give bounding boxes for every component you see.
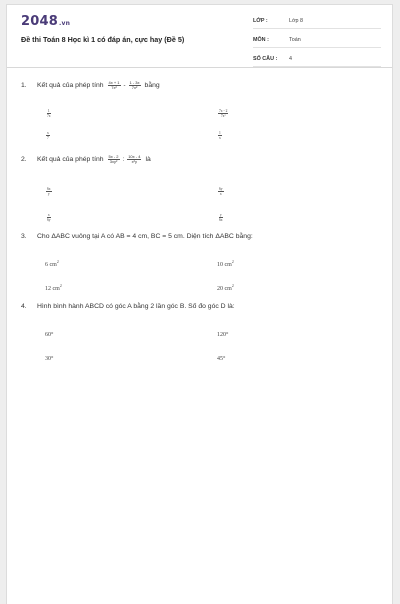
question-3: [21, 233, 381, 302]
denominator: y: [47, 191, 50, 196]
question-text: [21, 233, 381, 240]
operator: :: [122, 156, 125, 163]
question-text: [21, 81, 381, 91]
answer-option-b[interactable]: [217, 109, 229, 118]
superscript: 2: [59, 284, 62, 288]
question-number: 1.: [21, 82, 27, 90]
answer-grid: [21, 316, 381, 372]
answer-grid: [21, 97, 381, 153]
page-header: [7, 5, 392, 68]
site-logo[interactable]: 2048.vn: [21, 14, 71, 29]
question-suffix: là: [145, 156, 151, 164]
answer-value: 6 cm: [45, 262, 57, 268]
answer-grid: [21, 246, 381, 302]
numerator: 7x - 2: [219, 108, 228, 113]
numerator: 6x: [47, 186, 51, 191]
numerator: x: [47, 130, 49, 135]
denominator: 6x: [219, 217, 223, 222]
question-suffix: bằng: [144, 82, 160, 90]
meta-key: MÔN :: [253, 37, 269, 43]
denominator: 7x²: [220, 113, 226, 118]
answer-option-c[interactable]: [45, 213, 53, 222]
meta-key: LỚP :: [253, 18, 268, 24]
answer-option-d[interactable]: [217, 131, 223, 140]
question-prompt: Hình bình hành ABCD có góc A bằng 2 lần góc B. Số đo góc D là:: [37, 303, 235, 310]
numerator: 5x - 2: [108, 154, 119, 159]
answer-option-b[interactable]: [217, 187, 225, 196]
answer-option-a[interactable]: [45, 109, 53, 118]
page-title: Đề thi Toán 8 Học kì 1 có đáp án, cực hay (Đề 5): [21, 35, 185, 44]
superscript: 2: [56, 260, 59, 264]
denominator: 7x: [47, 113, 51, 118]
answer-value: 10 cm: [217, 262, 232, 268]
denominator: 7x²: [111, 85, 117, 91]
answer-option-a[interactable]: [45, 332, 53, 338]
fraction: [127, 155, 141, 165]
meta-row-class: [253, 14, 381, 29]
answer-grid: [21, 171, 381, 227]
exam-sheet: [6, 4, 393, 604]
answer-value: 30°: [45, 356, 54, 362]
answer-option-a[interactable]: [45, 260, 59, 268]
denominator: x: [219, 135, 221, 140]
question-2: [21, 155, 381, 227]
question-prompt: Cho ΔABC vuông tại A có AB = 4 cm, BC = 5 cm. Diện tích ΔABC bằng:: [37, 233, 253, 240]
meta-value: Toán: [289, 37, 301, 43]
question-text: [21, 303, 381, 310]
denominator: 3xy²: [109, 159, 118, 165]
answer-option-c[interactable]: [45, 131, 51, 140]
answer-value: 20 cm: [217, 286, 232, 292]
meta-key: SỐ CÂU :: [253, 56, 278, 62]
answer-value: 45°: [217, 356, 226, 362]
numerator: y: [219, 212, 222, 217]
answer-option-c[interactable]: [45, 356, 53, 362]
answer-option-a[interactable]: [45, 187, 53, 196]
answer-option-b[interactable]: [217, 332, 228, 338]
denominator: x²y: [131, 159, 137, 165]
denominator: 6y: [47, 217, 51, 222]
answer-option-d[interactable]: [217, 356, 225, 362]
meta-row-count: [253, 52, 381, 67]
meta-value: Lớp 8: [289, 18, 304, 24]
question-4: [21, 303, 381, 372]
fraction: [108, 155, 120, 165]
numerator: 10x - 4: [128, 154, 141, 159]
superscript: 2: [231, 284, 234, 288]
meta-value: 4: [289, 56, 292, 62]
exam-meta: [253, 14, 381, 71]
answer-option-d[interactable]: [217, 213, 225, 222]
numerator: 6y: [219, 186, 223, 191]
numerator: 1: [47, 108, 50, 113]
answer-option-b[interactable]: [217, 260, 234, 268]
question-text: [21, 155, 381, 165]
fraction: [108, 81, 121, 91]
question-number: 4.: [21, 303, 27, 310]
answer-value: 60°: [45, 332, 54, 338]
answer-option-d[interactable]: [217, 284, 234, 292]
answer-option-c[interactable]: [45, 284, 62, 292]
numerator: 1: [219, 130, 221, 135]
numerator: x: [47, 212, 50, 217]
numerator: 4x + 1: [108, 80, 120, 85]
question-1: [21, 81, 381, 153]
fraction: [129, 81, 141, 91]
denominator: 7: [47, 135, 49, 140]
operator: -: [123, 82, 126, 89]
question-number: 2.: [21, 156, 27, 164]
question-prompt: Kết quả của phép tính: [37, 156, 104, 164]
denominator: 7x²: [131, 85, 138, 91]
denominator: x: [219, 191, 222, 196]
superscript: 2: [231, 260, 234, 264]
meta-row-subject: [253, 33, 381, 48]
question-number: 3.: [21, 233, 27, 240]
question-prompt: Kết quả của phép tính: [37, 82, 104, 90]
numerator: 1 - 3x: [129, 80, 140, 85]
answer-value: 120°: [217, 332, 229, 338]
answer-value: 12 cm: [45, 286, 60, 292]
